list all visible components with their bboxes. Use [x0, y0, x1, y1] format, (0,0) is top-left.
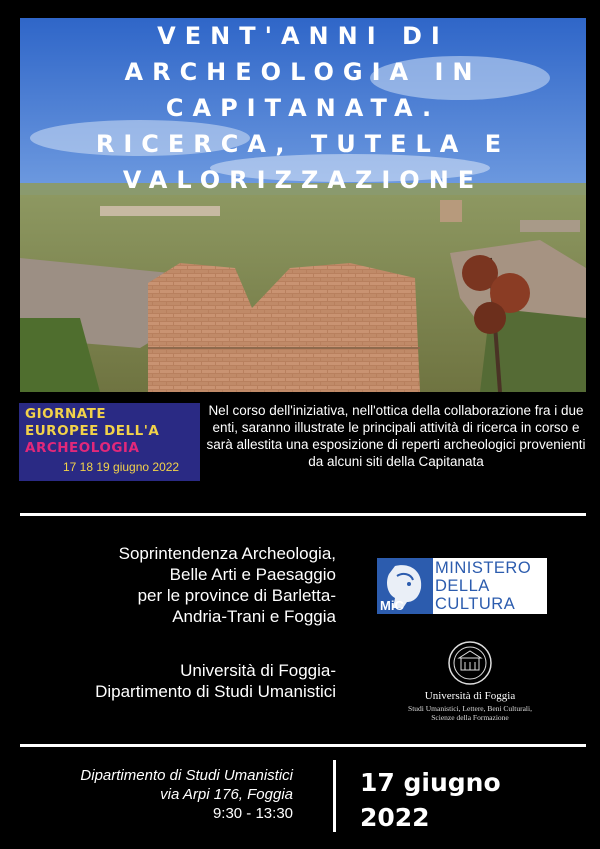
event-title	[20, 18, 586, 198]
unifg-logo	[405, 640, 535, 722]
logo-line: ARCHEOLOGIA	[25, 440, 140, 456]
org-line: Soprintendenza Archeologia,	[118, 544, 336, 563]
divider	[20, 744, 586, 747]
intro-text: Nel corso dell'iniziativa, nell'ottica della collaborazione fra i due enti, saranno illustrate le principali attività di ricerca in corso e sarà allestita una esposizione di reperti archeologici provenienti da alcuni siti della Capitanata	[206, 403, 586, 469]
unifg-name: Università di Foggia	[424, 690, 516, 702]
title-line: CAPITANATA.	[165, 94, 441, 122]
unifg-sub-line: Studi Umanistici, Lettere, Beni Culturali,	[408, 704, 532, 713]
org-line: Università di Foggia-	[180, 661, 336, 680]
ministero-cultura-logo	[377, 558, 547, 614]
title-line: ARCHEOLOGIA IN	[124, 58, 482, 86]
event-date	[360, 765, 501, 835]
org-line: per le province di Barletta-	[137, 586, 336, 605]
org-line: Belle Arti e Paesaggio	[169, 565, 336, 584]
title-line: RICERCA, TUTELA E	[95, 130, 511, 158]
event-year: 2022	[360, 803, 430, 832]
venue-address: via Arpi 176, Foggia	[160, 786, 293, 803]
logo-line: EUROPEE DELL'A	[25, 423, 160, 439]
universita-name	[95, 660, 336, 702]
unifg-sub	[405, 704, 535, 722]
vertical-divider	[333, 760, 336, 832]
unifg-sub-line: Scienze della Formazione	[431, 713, 509, 722]
venue-time: 9:30 - 13:30	[212, 805, 293, 822]
org-line: Dipartimento di Studi Umanistici	[95, 682, 336, 701]
title-line: VALORIZZAZIONE	[122, 166, 484, 194]
giornate-europee-logo	[19, 403, 200, 481]
mic-badge-text: MiC	[380, 598, 404, 613]
mic-line: DELLA	[435, 577, 490, 595]
mic-line: MINISTERO	[435, 559, 532, 577]
event-day: 17 giugno	[360, 768, 501, 797]
divider	[20, 513, 586, 516]
university-seal-icon	[447, 640, 493, 686]
mic-badge	[377, 558, 433, 614]
title-line: VENT'ANNI DI	[157, 22, 449, 50]
soprintendenza-name	[119, 543, 336, 627]
mic-line: CULTURA	[435, 595, 516, 613]
venue-place: Dipartimento di Studi Umanistici	[80, 767, 293, 784]
logo-line: GIORNATE	[25, 406, 107, 422]
org-line: Andria-Trani e Foggia	[172, 607, 336, 626]
venue-info	[80, 766, 293, 823]
logo-dates: 17 18 19 giugno 2022	[63, 460, 180, 474]
mic-text	[435, 559, 531, 613]
